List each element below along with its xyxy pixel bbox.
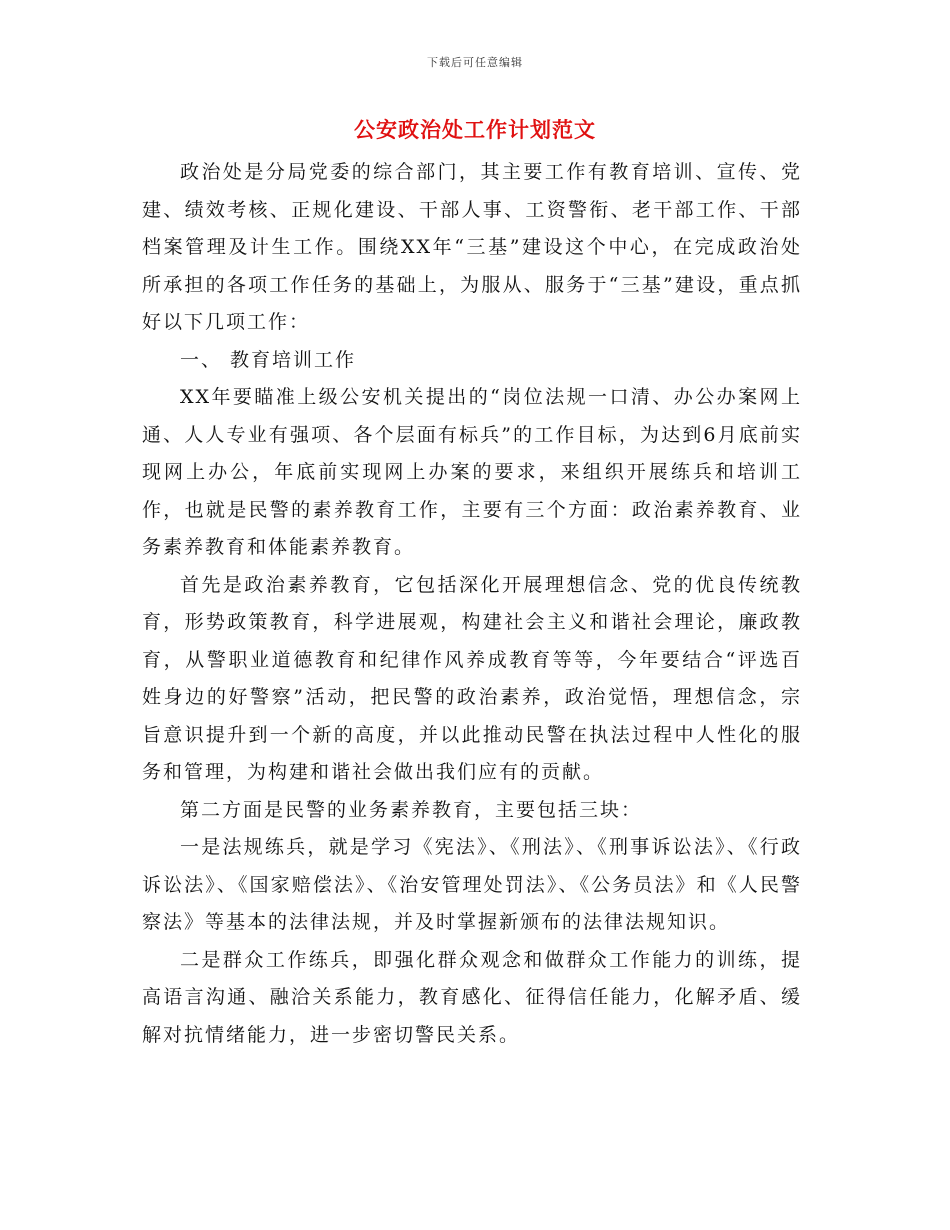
page-header-note: 下载后可任意编辑 [427,56,523,69]
paragraph-intro: 政治处是分局党委的综合部门，其主要工作有教育培训、宣传、党建、绩效考核、正规化建设、干部人事、工资警衔、老干部工作、干部档案管理及计生工作。围绕XX年“三基”建设这个中心，在完成政治处所承担的各项工作任务的基础上，为服从、服务于“三基”建设，重点抓好以下几项工作： [142,161,802,333]
document-title: 公安政治处工作计划范文 [354,117,596,142]
section-heading-education-training: 一、 教育培训工作 [180,348,357,371]
paragraph-mass-work-training: 二是群众工作练兵，即强化群众观念和做群众工作能力的训练，提高语言沟通、融洽关系能力，教育感化、征得信任能力，化解矛盾、缓解对抗情绪能力，进一步密切警民关系。 [142,948,802,1046]
document-body [142,154,802,1054]
paragraph-law-training: 一是法规练兵，就是学习《宪法》、《刑法》、《刑事诉讼法》、《行政诉讼法》、《国家赔偿法》、《治安管理处罚法》、《公务员法》和《人民警察法》等基本的法律法规，并及时掌握新颁布的法律法规知识。 [142,836,802,933]
paragraph-business-education: 第二方面是民警的业务素养教育，主要包括三块： [180,798,643,821]
paragraph-political-education: 首先是政治素养教育，它包括深化开展理想信念、党的优良传统教育，形势政策教育，科学进展观，构建社会主义和谐社会理论，廉政教育，从警职业道德教育和纪律作风养成教育等等，今年要结合“评选百姓身边的好警察”活动，把民警的政治素养，政治觉悟，理想信念，宗旨意识提升到一个新的高度，并以此推动民警在执法过程中人性化的服务和管理，为构建和谐社会做出我们应有的贡献。 [142,573,802,783]
paragraph-training-goals: XX年要瞄准上级公安机关提出的“岗位法规一口清、办公办案网上通、人人专业有强项、各个层面有标兵”的工作目标，为达到6月底前实现网上办公，年底前实现网上办案的要求，来组织开展练兵和培训工作，也就是民警的素养教育工作，主要有三个方面：政治素养教育、业务素养教育和体能素养教育。 [142,386,802,558]
